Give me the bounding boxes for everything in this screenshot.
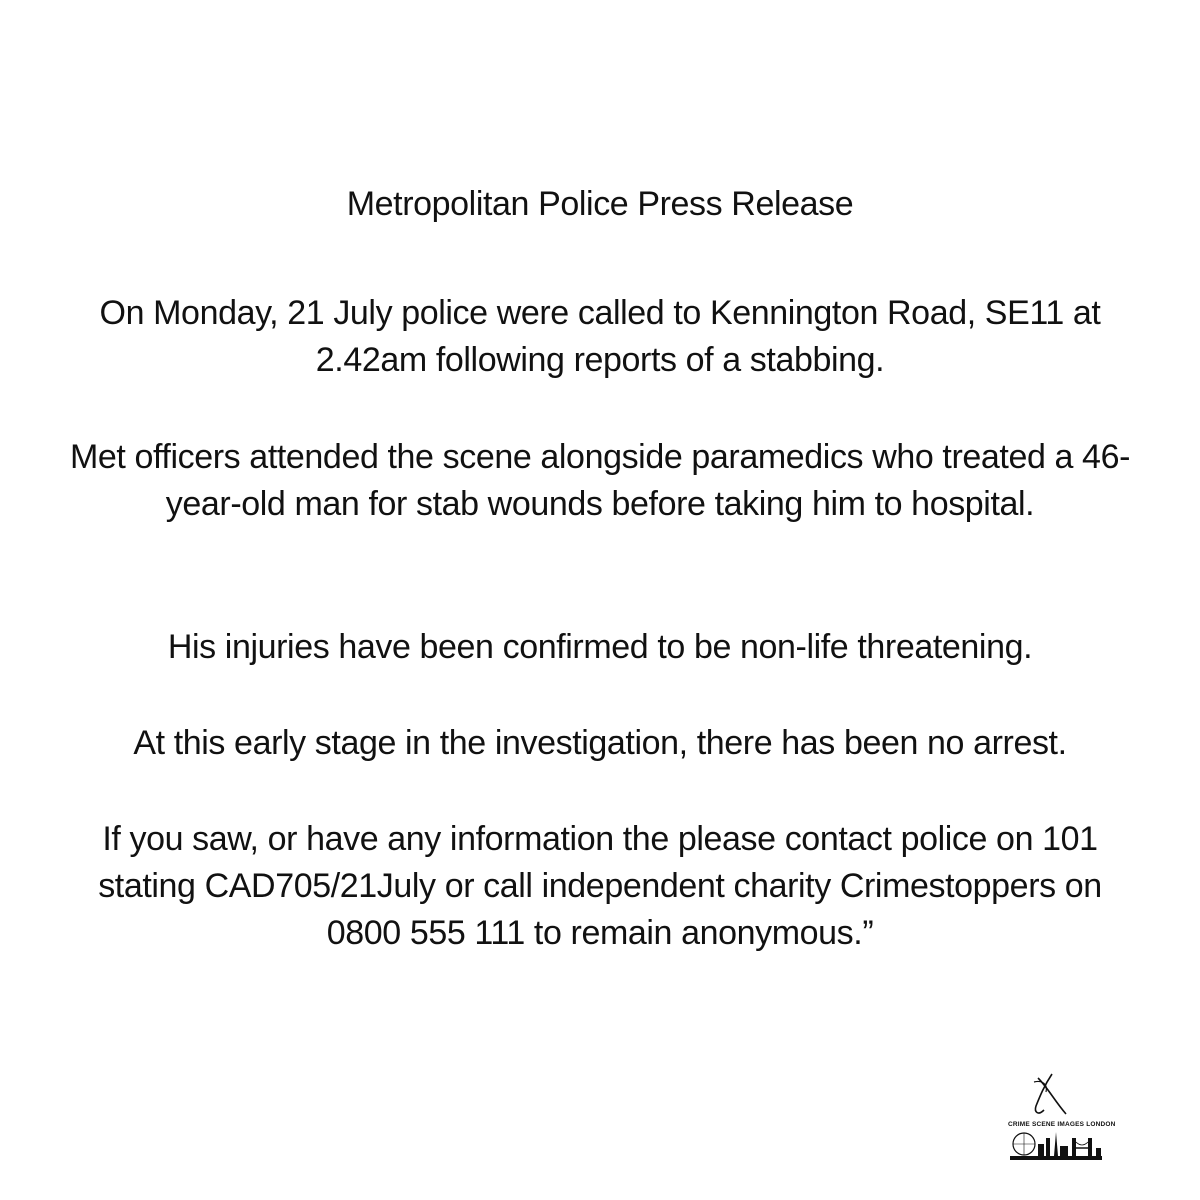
release-title: Metropolitan Police Press Release: [346, 185, 854, 223]
release-paragraph-treatment: Met officers attended the scene alongside paramedics who treated a 46-year-old man for stab wounds before taking him to hospital.: [69, 438, 1131, 523]
release-paragraph-appeal: If you saw, or have any information the please contact police on 101 stating CAD705/21July or call independent charity Crimestoppers on 0800 555 111 to remain anonymous.”: [98, 820, 1102, 952]
release-paragraph-incident: On Monday, 21 July police were called to Kennington Road, SE11 at 2.42am following reports of a stabbing.: [99, 294, 1101, 379]
logo-text: CRIME SCENE IMAGES LONDON: [1008, 1121, 1116, 1128]
release-paragraph-injuries: His injuries have been confirmed to be non-life threatening.: [167, 628, 1033, 666]
crime-scene-images-london-logo: [1008, 1070, 1116, 1170]
london-skyline-logo-icon: [1008, 1070, 1116, 1170]
release-paragraph-arrest: At this early stage in the investigation, there has been no arrest.: [133, 724, 1067, 762]
